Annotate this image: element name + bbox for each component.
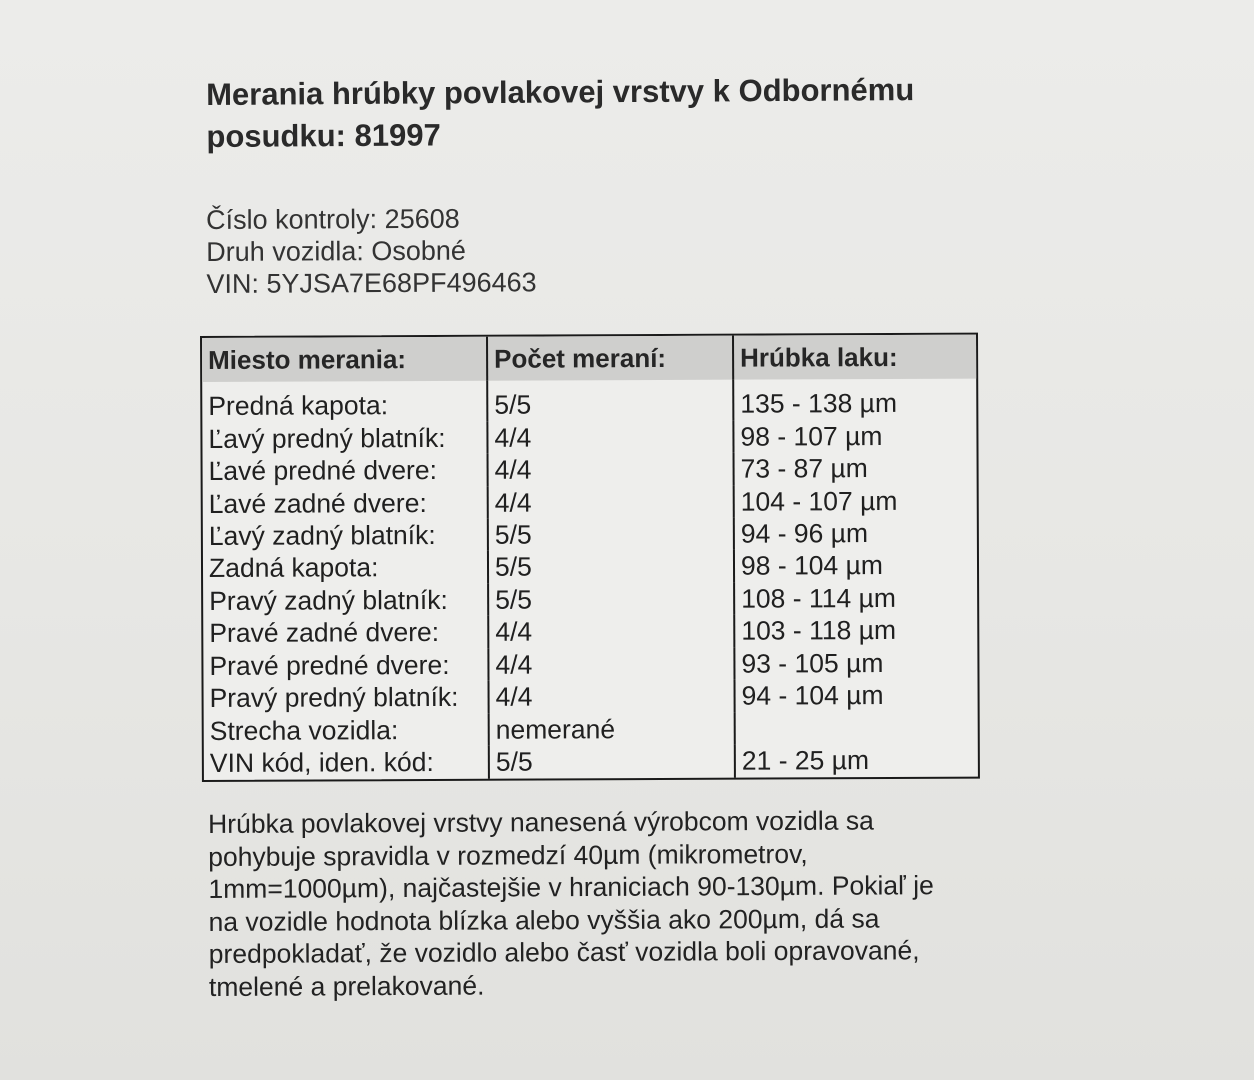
note-line: na vozidle hodnota blízka alebo vyššia ako 200µm, dá sa xyxy=(208,902,880,937)
row-thickness: 94 - 96 µm xyxy=(740,518,869,549)
header-location: Miesto merania: xyxy=(202,337,487,382)
table-row xyxy=(203,517,977,553)
explanatory-note xyxy=(208,804,1029,1003)
row-count: 4/4 xyxy=(487,420,733,454)
row-location: Ľavý zadný blatník: xyxy=(203,519,488,553)
row-thickness: 104 - 107 µm xyxy=(740,485,898,517)
inspection-number: Číslo kontroly: 25608 xyxy=(206,203,460,235)
row-location: Zadná kapota: xyxy=(203,551,488,585)
row-thickness: 21 - 25 µm xyxy=(741,745,870,777)
row-count: 5/5 xyxy=(487,380,733,422)
row-location: Ľavé zadné dvere: xyxy=(203,486,488,520)
row-count: 4/4 xyxy=(488,485,734,519)
vehicle-type: Druh vozidla: Osobné xyxy=(206,235,466,267)
row-thickness: 103 - 118 µm xyxy=(741,615,897,647)
row-thickness: 98 - 107 µm xyxy=(740,420,883,452)
row-location: Pravé zadné dvere: xyxy=(203,616,488,650)
row-count: nemerané xyxy=(489,713,735,747)
table-row xyxy=(203,614,977,650)
header-thickness: Hrúbka laku: xyxy=(733,335,976,380)
table-row xyxy=(203,549,977,585)
title-line-2: posudku: 81997 xyxy=(206,117,441,154)
row-count: 4/4 xyxy=(488,648,734,682)
row-count: 4/4 xyxy=(488,615,734,649)
vin-number: VIN: 5YJSA7E68PF496463 xyxy=(206,267,537,299)
row-thickness: 135 - 138 µm xyxy=(740,387,898,419)
header-count: Počet meraní: xyxy=(487,336,733,381)
note-line: Hrúbka povlakovej vrstvy nanesená výrobcom vozidla sa xyxy=(208,805,874,839)
table-row xyxy=(204,679,978,715)
row-thickness: 94 - 104 µm xyxy=(741,680,884,712)
row-location: VIN kód, iden. kód: xyxy=(204,746,489,780)
row-count: 5/5 xyxy=(488,583,734,617)
row-thickness: 108 - 114 µm xyxy=(741,582,896,614)
row-location: Ľavý predný blatník: xyxy=(202,421,487,455)
table-row xyxy=(203,582,977,618)
row-location: Pravé predné dvere: xyxy=(203,649,488,683)
row-thickness: 73 - 87 µm xyxy=(740,453,868,484)
title-line-1: Merania hrúbky povlakovej vrstvy k Odbornému xyxy=(206,72,915,112)
measurement-table xyxy=(202,335,978,780)
row-count: 4/4 xyxy=(489,680,735,714)
row-location: Pravý zadný blatník: xyxy=(203,584,488,618)
row-count: 4/4 xyxy=(488,453,734,487)
table-row xyxy=(204,712,978,748)
note-line: tmelené a prelakované. xyxy=(208,970,485,1002)
table-row xyxy=(203,647,977,683)
row-location: Predná kapota: xyxy=(202,381,487,423)
table-row xyxy=(202,379,976,423)
table-row xyxy=(203,484,977,520)
note-line: 1mm=1000µm), najčastejšie v hraniciach 90-130µm. Pokiaľ je xyxy=(208,870,934,904)
note-line: pohybuje spravidla v rozmedzí 40µm (mikrometrov, xyxy=(208,838,808,872)
table-header-row xyxy=(202,335,976,382)
note-line: predpokladať, že vozidlo alebo časť vozidla boli opravované, xyxy=(208,935,920,969)
row-count: 5/5 xyxy=(488,518,734,552)
vehicle-info xyxy=(206,202,537,300)
table-row xyxy=(202,419,976,455)
table-row xyxy=(204,744,978,780)
row-location: Strecha vozidla: xyxy=(204,714,489,748)
row-location: Pravý predný blatník: xyxy=(204,681,489,715)
row-location: Ľavé predné dvere: xyxy=(203,454,488,488)
document-title xyxy=(206,68,1047,158)
row-thickness xyxy=(735,712,978,746)
row-thickness: 93 - 105 µm xyxy=(741,647,884,679)
measurement-table-frame xyxy=(200,333,980,782)
row-thickness: 98 - 104 µm xyxy=(740,550,884,582)
row-count: 5/5 xyxy=(489,745,735,779)
row-count: 5/5 xyxy=(488,550,734,584)
table-row xyxy=(203,452,977,488)
